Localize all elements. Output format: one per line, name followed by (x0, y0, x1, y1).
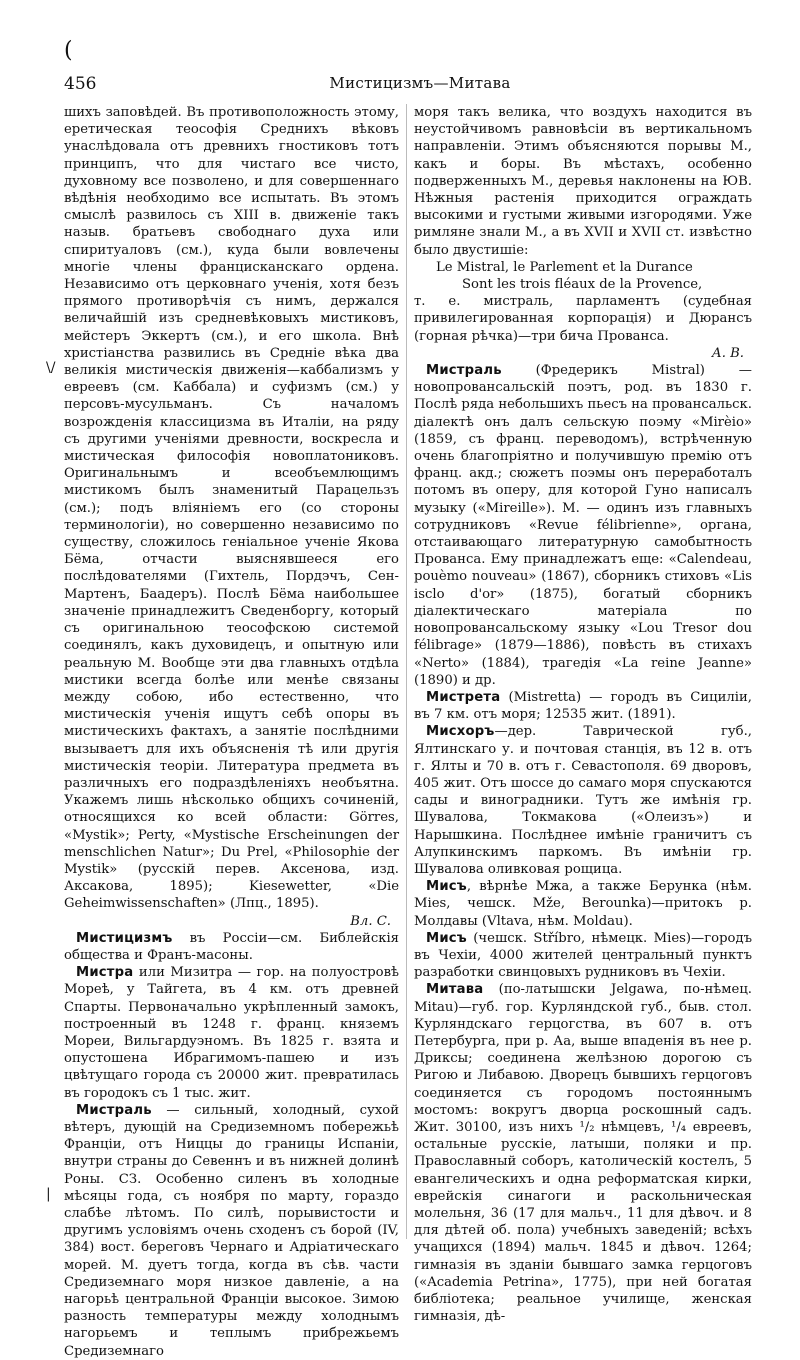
entry-body: или Мизитра — гор. на полуостровѣ Мореѣ, у Тайгета, въ 4 км. отъ древней Спарты. Первоначально укрѣпленный замокъ, построенный въ 1248 г. франц. княземъ Мореи, Вильгардуэномъ. Въ 1825 г. взята и опустошена Ибрагимомъ-пашею и изъ цвѣтущаго города съ 20000 жит. превратилась въ городокъ съ 1 тыс. жит. (64, 965, 399, 1101)
author-signature: А. В. (711, 345, 744, 361)
entry-body: (Mistretta) — городъ въ Сициліи, въ 7 км. отъ моря; 12535 жит. (1891). (414, 689, 752, 723)
entry-headword: Мисъ (426, 879, 467, 895)
entry-headword: Мисхоръ (426, 724, 495, 740)
entry-body: (чешск. Stříbro, нѣмецк. Mies)—городъ въ Чехіи, 4000 жителей центральный пунктъ разработки свинцовыхъ рудниковъ въ Чехіи. (414, 930, 752, 981)
verse-line: Le Mistral, le Parlement et la Durance (436, 259, 693, 275)
entry-mistra (64, 964, 399, 1102)
author-signature: Вл. С. (350, 913, 391, 929)
running-head: Мистицизмъ—Митава (329, 74, 511, 92)
entry-body: (Фредерикъ Mistral) — новопровансальскій поэтъ, род. въ 1830 г. Послѣ ряда небольшихъ пьесъ на провансальск. діалектѣ онъ далъ сельскую поэму «Mirèio» (1859, съ франц. переводомъ), встрѣченную очень благопріятно и получившую премію отъ франц. акд.; сюжетъ поэмы онъ переработалъ потомъ въ оперу, для которой Гуно написалъ музыку («Mireille»). М. — одинъ изъ главныхъ сотрудниковъ «Revue félibrienne», органа, отстаивающаго литературную самобытность Прованса. Ему принадлежатъ еще: «Calendeau, pouèmo nouveau» (1867), сборникъ стиховъ «Lis isclo d'or» (1875), богатый сборникъ діалектическаго матеріала по новопровансальскому языку «Lou Tresor dou félibrage» (1879—1886), повѣсть въ стихахъ «Nerto» (1884), трагедія «La reine Jeanne» (1890) и др. (414, 363, 752, 688)
margin-mark-check: \/ (46, 360, 56, 376)
article-continuation (414, 104, 752, 362)
entry-mitava (414, 981, 752, 1325)
entry-mistral-wind (64, 1102, 399, 1360)
entry-body: —дер. Таврической губ., Ялтинскаго у. и почтовая станція, въ 12 в. отъ г. Ялты и 70 в. отъ г. Севастополя. 69 дворовъ, 405 жит. Отъ шоссе до самаго моря спускаются сады и виноградники. Тутъ же имѣнія гр. Шувалова, Токмакова («Олеизъ») и Нарышкина. Послѣднее имѣніе граничитъ съ Алупкинскимъ паркомъ. Въ имѣніи гр. Шувалова оливковая рощица. (414, 724, 752, 877)
left-column (64, 104, 399, 1359)
entry-misticizm-russia (64, 930, 399, 964)
entry-headword: Мистицизмъ (76, 930, 173, 946)
corner-mark: ( (64, 38, 73, 63)
paragraph-text: шихъ заповѣдей. Въ противоположность этому, еретическая теософія Среднихъ вѣковъ унаслѣдовала отъ древнихъ гностиковъ тотъ принципъ, что для чистаго все чисто, духовному все позволено, и для совершеннаго вѣдѣнія необходимо все испытать. Въ этомъ смыслѣ развилось съ XIII в. движеніе такъ назыв. братьевъ свободнаго духа или спиритуаловъ (см.), куда были вовлечены многіе члены францисканскаго ордена. Независимо отъ церковнаго ученія, хотя безъ прямого противорѣчія съ нимъ, держался величайшій изъ средневѣковыхъ мистиковъ, мейстеръ Эккертъ (см.), и его школа. Внѣ христіанства развились въ Средніе вѣка два великія мистическія движенія—каббализмъ у евреевъ (см. Каббала) и суфизмъ (см.) у персовъ-мусульманъ. Съ началомъ возрожденія классицизма въ Италіи, на ряду съ другими ученіями древности, воскресла и мистическая философія новоплатониковъ. Оригинальнымъ и всеобъемлющимъ мистикомъ былъ знаменитый Парацельзъ (см.); подъ вліяніемъ его (со стороны терминологіи), но совершенно независимо по существу, сложилось геніальное ученіе Якова Бёма, отчасти выяснявшееся его послѣдователями (Гихтель, Пордэчъ, Сен-Мартенъ, Баадеръ). Послѣ Бёма наибольшее значеніе принадлежитъ Сведенборгу, который съ оригинальною теософскою системой соединялъ, какъ духовидецъ, и опытную или реальную М. Вообще эти два главныхъ отдѣла мистики всегда болѣе или менѣе связаны между собою, ибо естественно, что мистическія ученія ищутъ себѣ опоры въ мистическихъ фактахъ, а занятіе послѣдними вызываетъ для ихъ объясненія тѣ или другія мистическія теоріи. Литература предмета въ различныхъ его подраздѣленіяхъ необъятна. Укажемъ лишь нѣсколько общихъ сочиненій, относящихся ко всей области: Görres, «Mystik»; Perty, «Mystische Erscheinungen der menschlichen Natur»; Du Prel, «Philosophie der Mystik» (русскій перев. Аксенова, изд. Аксакова, 1895); Kiesewetter, «Die Geheimwissenschaften» (Лпц., 1895). (64, 105, 399, 912)
entry-body: въ Россіи—см. Библейскія общества и Франъ-масоны. (64, 930, 399, 963)
entry-headword: Мистраль (76, 1102, 152, 1118)
right-column (414, 104, 752, 1325)
entry-body: , вѣрнѣе Мжа, а также Берунка (нѣм. Mies, чешск. Mže, Berounka)—притокъ р. Молдавы (Vltava, нѣм. Moldau). (414, 879, 752, 929)
entry-headword: Митава (426, 982, 484, 998)
entry-mis-town (414, 930, 752, 982)
page-header (60, 74, 780, 100)
entry-body: — сильный, холодный, сухой вѣтеръ, дующій на Средиземномъ побережьѣ Франціи, отъ Ниццы до границы Испаніи, внутри страны до Севеннъ и въ нижней долинѣ Роны. СЗ. Особенно силенъ въ холодные мѣсяцы года, съ ноября по марту, гораздо слабѣе лѣтомъ. По силѣ, порывистости и другимъ условіямъ очень сходенъ съ борой (IV, 384) вост. береговъ Чернаго и Адріатическаго морей. М. дуетъ тогда, когда въ сѣв. части Средиземнаго моря низкое давленіе, а на нагорьѣ центральной Франціи высокое. Зимою разность температуры между холоднымъ нагорьемъ и теплымъ прибрежьемъ Средиземнаго (64, 1102, 399, 1359)
margin-mark-bar: | (46, 1186, 51, 1202)
entry-headword: Мистра (76, 965, 134, 981)
entry-mistral-poet (414, 362, 752, 689)
entry-headword: Мистрета (426, 689, 501, 705)
entry-mis-river (414, 878, 752, 930)
paragraph-text: моря такъ велика, что воздухъ находится въ неустойчивомъ равновѣсіи въ вертикальномъ направленіи. Этимъ объясняются порывы М., какъ и боры. Въ мѣстахъ, особенно подверженныхъ М., деревья наклонены на ЮВ. Нѣжныя растенія приходится ограждать высокими и густыми живыми изгородями. Уже римляне знали М., а въ XVII и XVII ст. извѣстно было двустишіе: (414, 105, 752, 258)
paragraph-text: т. е. мистраль, парламентъ (судебная привилегированная корпорація) и Дюрансъ (горная рѣчка)—три бича Прованса. (414, 294, 752, 344)
entry-miskhor (414, 723, 752, 878)
entry-headword: Мистраль (426, 363, 502, 379)
verse-line: Sont les trois fléaux de la Provence, (462, 277, 703, 293)
entry-headword: Мисъ (426, 930, 467, 946)
entry-body: (по-латышски Jelgawa, по-нѣмец. Mitau)—губ. гор. Курляндской губ., быв. стол. Курляндскаго герцогства, въ 607 в. отъ Петербурга, при р. Аа, выше впаденія въ нее р. Дриксы; соединена желѣзною дорогою съ Ригою и Либавою. Дворецъ бывшихъ герцоговъ соединяется съ городомъ постояннымъ мостомъ: вокругъ дворца роскошный садъ. Жит. 30100, изъ нихъ ¹/₂ нѣмцевъ, ¹/₄ евреевъ, остальные русскіе, латыши, поляки и пр. Православный соборъ, католическій костелъ, 5 евангелическихъ и одна реформатская кирки, еврейскія синагоги и раскольническая молельня, 36 (17 для мальч., 11 для дѣвоч. и 8 для дѣтей об. пола) учебныхъ заведеній; всѣхъ учащихся (1894) мальч. 1845 и дѣвоч. 1264; гимназія въ зданіи бывшаго замка герцоговъ («Academia Petrina», 1775), при ней богатая библіотека; реальное училище, женская гимназія, дѣ- (414, 982, 752, 1325)
page-number: 456 (64, 74, 97, 94)
entry-mistretta (414, 689, 752, 723)
column-divider (406, 104, 407, 1239)
article-continuation (64, 104, 399, 930)
